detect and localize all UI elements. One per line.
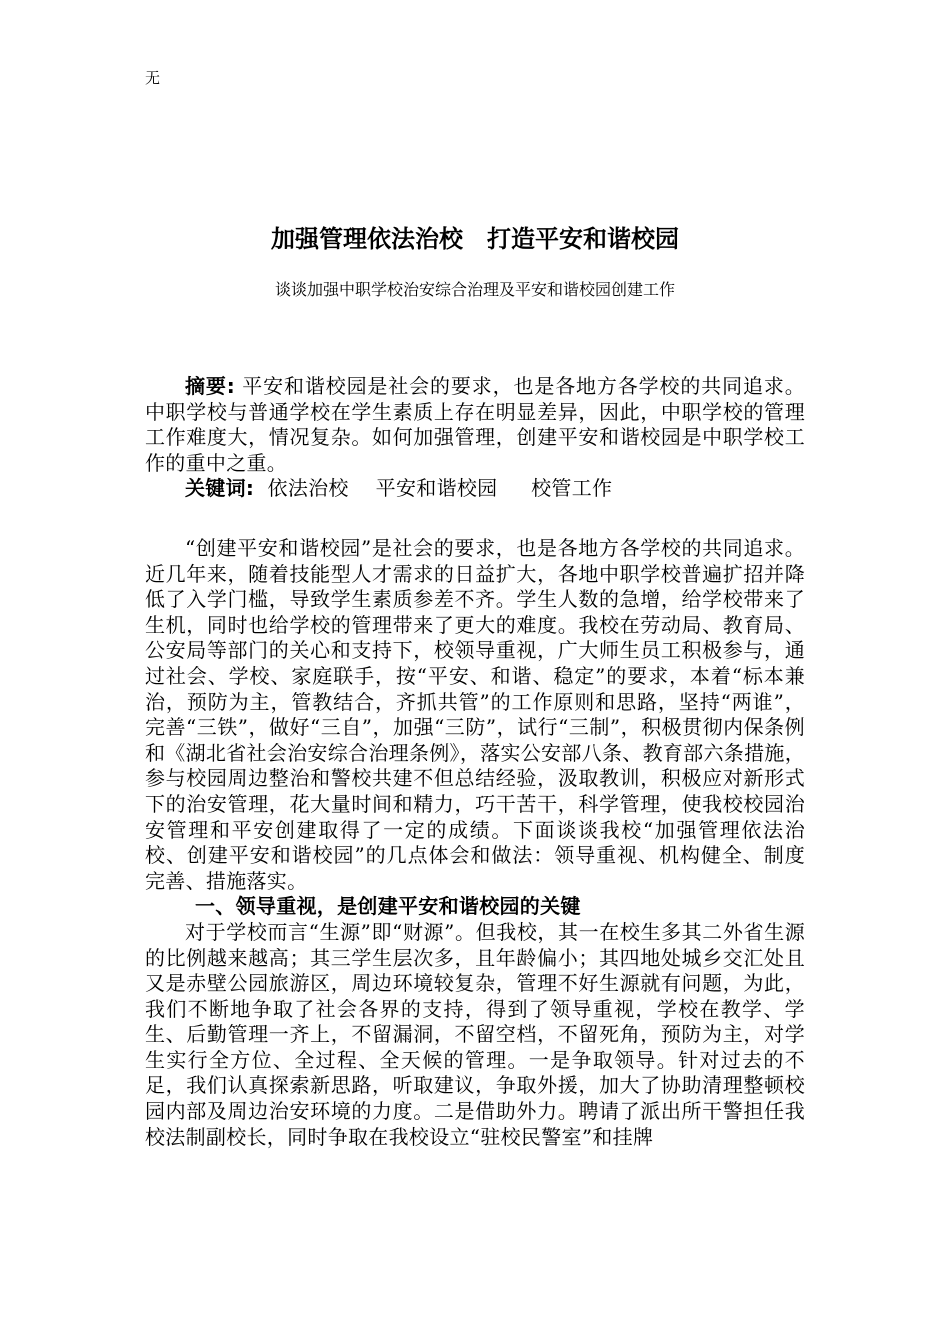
abstract-label: 摘要:	[185, 374, 236, 398]
intro-paragraph: “创建平安和谐校园”是社会的要求，也是各地方各学校的共同追求。近几年来，随着技能型人才需求的日益扩大，各地中职学校普遍扩招并降低了入学门槛，导致学生素质参差不齐。学生人数的急增，给学校带来了生机，同时也给学校的管理带来了更大的难度。我校在劳动局、教育局、公安局等部门的关心和支持下，校领导重视，广大师生员工积极参与，通过社会、学校、家庭联手，按“平安、和谐、稳定”的要求，本着“标本兼治，预防为主，管教结合，齐抓共管”的工作原则和思路，坚持“两谁”，完善“三铁”，做好“三自”，加强“三防”，试行“三制”，积极贯彻内保条例和《湖北省社会治安综合治理条例》，落实公安部八条、教育部六条措施，参与校园周边整治和警校共建不但总结经验，汲取教训，积极应对新形式下的治安管理，花大量时间和精力，巧干苦干，科学管理，使我校校园治安管理和平安创建取得了一定的成绩。下面谈谈我校“加强管理依法治校、创建平安和谐校园”的几点体会和做法：领导重视、机构健全、制度完善、措施落实。	[145, 536, 805, 893]
document-title: 加强管理依法治校 打造平安和谐校园	[271, 225, 679, 253]
abstract-text: 平安和谐校园是社会的要求，也是各地方各学校的共同追求。中职学校与普通学校在学生素质上存在明显差异，因此，中职学校的管理工作难度大，情况复杂。如何加强管理，创建平安和谐校园是中职学校工作的重中之重。	[145, 374, 805, 475]
abstract-section	[145, 374, 805, 502]
document-subtitle: 谈谈加强中职学校治安综合治理及平安和谐校园创建工作	[274, 280, 675, 299]
keywords-line	[145, 476, 805, 502]
keywords-text: 依法治校 平安和谐校园 校管工作	[254, 476, 613, 501]
section-paragraph: 对于学校而言“生源”即“财源”。但我校，其一在校生多其二外省生源的比例越来越高；其三学生层次多，且年龄偏小；其四地处城乡交汇处且又是赤壁公园旅游区，周边环境较复杂，管理不好生源就有问题，为此，我们不断地争取了社会各界的支持，得到了领导重视，学校在教学、学生、后勤管理一齐上，不留漏洞，不留空档，不留死角，预防为主，对学生实行全方位、全过程、全天候的管理。一是争取领导。针对过去的不足，我们认真探索新思路，听取建议，争取外援，加大了协助清理整顿校园内部及周边治安环境的力度。二是借助外力。聘请了派出所干警担任我校法制副校长，同时争取在我校设立“驻校民警室”和挂牌	[145, 919, 805, 1149]
main-body	[145, 536, 805, 1150]
header-mark: 无	[145, 69, 161, 87]
keywords-label: 关键词:	[185, 476, 255, 501]
abstract-paragraph	[145, 374, 805, 476]
section-heading: 一、领导重视，是创建平安和谐校园的关键	[195, 894, 581, 919]
